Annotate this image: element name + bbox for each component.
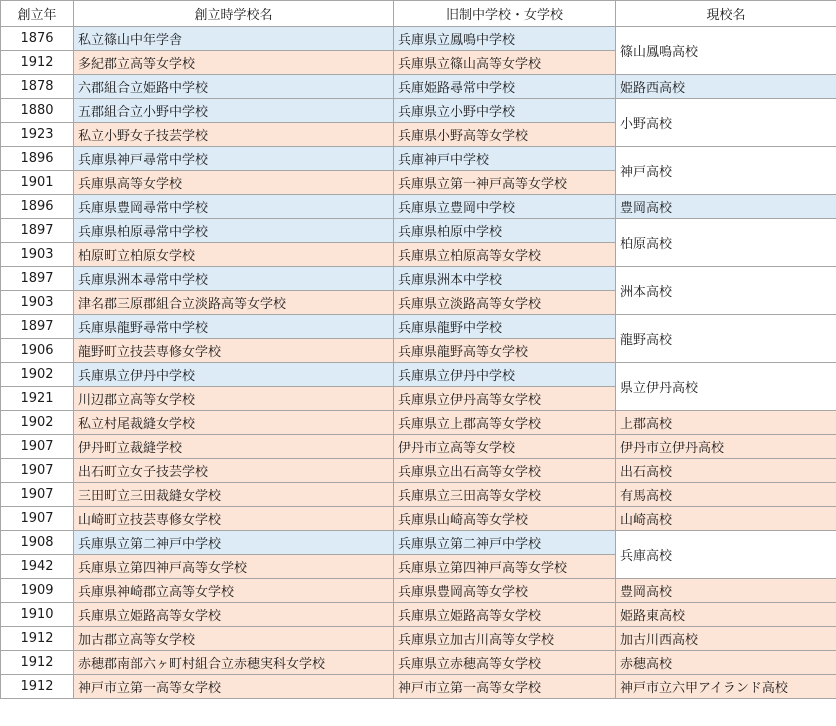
current-name-cell: 龍野高校	[616, 315, 836, 363]
current-name-cell: 豊岡高校	[616, 195, 836, 219]
table-row	[1, 603, 836, 627]
year-cell: 1912	[1, 675, 74, 699]
current-name-cell: 山崎高校	[616, 507, 836, 531]
current-name-cell: 小野高校	[616, 99, 836, 147]
old-system-name-cell: 兵庫県立伊丹高等女学校	[394, 387, 616, 411]
year-cell: 1903	[1, 243, 74, 267]
founding-name-cell: 神戸市立第一高等女学校	[74, 675, 394, 699]
old-system-name-cell: 兵庫県立第一神戸高等女学校	[394, 171, 616, 195]
founding-name-cell: 兵庫県豊岡尋常中学校	[74, 195, 394, 219]
founding-name-cell: 私立村尾裁縫女学校	[74, 411, 394, 435]
old-system-name-cell: 兵庫県立豊岡中学校	[394, 195, 616, 219]
old-system-name-cell: 兵庫県立柏原高等女学校	[394, 243, 616, 267]
year-cell: 1880	[1, 99, 74, 123]
year-cell: 1896	[1, 147, 74, 171]
year-cell: 1906	[1, 339, 74, 363]
founding-name-cell: 龍野町立技芸専修女学校	[74, 339, 394, 363]
year-cell: 1896	[1, 195, 74, 219]
founding-name-cell: 加古郡立高等女学校	[74, 627, 394, 651]
table-row	[1, 147, 836, 171]
table-row	[1, 531, 836, 555]
founding-name-cell: 兵庫県洲本尋常中学校	[74, 267, 394, 291]
founding-name-cell: 赤穂郡南部六ヶ町村組合立赤穂実科女学校	[74, 651, 394, 675]
old-system-name-cell: 兵庫姫路尋常中学校	[394, 75, 616, 99]
old-system-name-cell: 兵庫県柏原中学校	[394, 219, 616, 243]
table-row	[1, 435, 836, 459]
year-cell: 1907	[1, 507, 74, 531]
old-system-name-cell: 兵庫神戸中学校	[394, 147, 616, 171]
header-old-system: 旧制中学校・女学校	[394, 1, 616, 27]
old-system-name-cell: 兵庫県立加古川高等女学校	[394, 627, 616, 651]
current-name-cell: 神戸高校	[616, 147, 836, 195]
old-system-name-cell: 兵庫県小野高等女学校	[394, 123, 616, 147]
year-cell: 1876	[1, 27, 74, 51]
founding-name-cell: 兵庫県高等女学校	[74, 171, 394, 195]
old-system-name-cell: 伊丹市立高等女学校	[394, 435, 616, 459]
year-cell: 1910	[1, 603, 74, 627]
table-row	[1, 579, 836, 603]
founding-name-cell: 兵庫県神戸尋常中学校	[74, 147, 394, 171]
old-system-name-cell: 兵庫県龍野中学校	[394, 315, 616, 339]
founding-name-cell: 私立篠山中年学舎	[74, 27, 394, 51]
current-name-cell: 柏原高校	[616, 219, 836, 267]
current-name-cell: 洲本高校	[616, 267, 836, 315]
year-cell: 1902	[1, 363, 74, 387]
current-name-cell: 有馬高校	[616, 483, 836, 507]
current-name-cell: 豊岡高校	[616, 579, 836, 603]
header-year: 創立年	[1, 1, 74, 27]
table-row	[1, 411, 836, 435]
year-cell: 1923	[1, 123, 74, 147]
founding-name-cell: 兵庫県柏原尋常中学校	[74, 219, 394, 243]
header-row	[1, 1, 836, 27]
founding-name-cell: 多紀郡立高等女学校	[74, 51, 394, 75]
year-cell: 1897	[1, 219, 74, 243]
founding-name-cell: 兵庫県立第四神戸高等女学校	[74, 555, 394, 579]
old-system-name-cell: 兵庫県立伊丹中学校	[394, 363, 616, 387]
founding-name-cell: 山崎町立技芸専修女学校	[74, 507, 394, 531]
current-name-cell: 姫路東高校	[616, 603, 836, 627]
current-name-cell: 加古川西高校	[616, 627, 836, 651]
table-row	[1, 315, 836, 339]
current-name-cell: 姫路西高校	[616, 75, 836, 99]
old-system-name-cell: 兵庫県立篠山高等女学校	[394, 51, 616, 75]
founding-name-cell: 五郡組合立小野中学校	[74, 99, 394, 123]
year-cell: 1902	[1, 411, 74, 435]
year-cell: 1921	[1, 387, 74, 411]
table-body	[1, 27, 836, 699]
table-row	[1, 363, 836, 387]
year-cell: 1907	[1, 459, 74, 483]
founding-name-cell: 伊丹町立裁縫学校	[74, 435, 394, 459]
year-cell: 1907	[1, 435, 74, 459]
year-cell: 1912	[1, 627, 74, 651]
old-system-name-cell: 兵庫県立出石高等女学校	[394, 459, 616, 483]
old-system-name-cell: 兵庫県立第四神戸高等女学校	[394, 555, 616, 579]
old-system-name-cell: 兵庫県龍野高等女学校	[394, 339, 616, 363]
old-system-name-cell: 兵庫県洲本中学校	[394, 267, 616, 291]
old-system-name-cell: 兵庫県立鳳鳴中学校	[394, 27, 616, 51]
old-system-name-cell: 兵庫県立小野中学校	[394, 99, 616, 123]
table-row	[1, 219, 836, 243]
old-system-name-cell: 兵庫県立上郡高等女学校	[394, 411, 616, 435]
current-name-cell: 上郡高校	[616, 411, 836, 435]
year-cell: 1907	[1, 483, 74, 507]
year-cell: 1912	[1, 651, 74, 675]
table-row	[1, 99, 836, 123]
founding-name-cell: 兵庫県立第二神戸中学校	[74, 531, 394, 555]
current-name-cell: 兵庫高校	[616, 531, 836, 579]
current-name-cell: 篠山鳳鳴高校	[616, 27, 836, 75]
table-row	[1, 75, 836, 99]
old-system-name-cell: 兵庫県立第二神戸中学校	[394, 531, 616, 555]
founding-name-cell: 出石町立女子技芸学校	[74, 459, 394, 483]
founding-name-cell: 兵庫県立姫路高等女学校	[74, 603, 394, 627]
table-row	[1, 507, 836, 531]
founding-name-cell: 三田町立三田裁縫女学校	[74, 483, 394, 507]
old-system-name-cell: 神戸市立第一高等女学校	[394, 675, 616, 699]
table-row	[1, 267, 836, 291]
old-system-name-cell: 兵庫県豊岡高等女学校	[394, 579, 616, 603]
current-name-cell: 神戸市立六甲アイランド高校	[616, 675, 836, 699]
year-cell: 1897	[1, 267, 74, 291]
header-current-name: 現校名	[616, 1, 836, 27]
year-cell: 1912	[1, 51, 74, 75]
table-row	[1, 627, 836, 651]
founding-name-cell: 六郡組合立姫路中学校	[74, 75, 394, 99]
old-system-name-cell: 兵庫県立三田高等女学校	[394, 483, 616, 507]
founding-name-cell: 兵庫県龍野尋常中学校	[74, 315, 394, 339]
current-name-cell: 伊丹市立伊丹高校	[616, 435, 836, 459]
year-cell: 1908	[1, 531, 74, 555]
year-cell: 1909	[1, 579, 74, 603]
current-name-cell: 赤穂高校	[616, 651, 836, 675]
table-row	[1, 27, 836, 51]
old-system-name-cell: 兵庫県立淡路高等女学校	[394, 291, 616, 315]
old-system-name-cell: 兵庫県山崎高等女学校	[394, 507, 616, 531]
table-row	[1, 651, 836, 675]
year-cell: 1942	[1, 555, 74, 579]
founding-name-cell: 川辺郡立高等女学校	[74, 387, 394, 411]
year-cell: 1878	[1, 75, 74, 99]
founding-name-cell: 私立小野女子技芸学校	[74, 123, 394, 147]
header-founding-name: 創立時学校名	[74, 1, 394, 27]
founding-name-cell: 津名郡三原郡組合立淡路高等女学校	[74, 291, 394, 315]
current-name-cell: 出石高校	[616, 459, 836, 483]
table-row	[1, 459, 836, 483]
table-row	[1, 483, 836, 507]
year-cell: 1897	[1, 315, 74, 339]
founding-name-cell: 兵庫県立伊丹中学校	[74, 363, 394, 387]
founding-name-cell: 兵庫県神崎郡立高等女学校	[74, 579, 394, 603]
founding-name-cell: 柏原町立柏原女学校	[74, 243, 394, 267]
year-cell: 1903	[1, 291, 74, 315]
table-row	[1, 195, 836, 219]
old-system-name-cell: 兵庫県立赤穂高等女学校	[394, 651, 616, 675]
current-name-cell: 県立伊丹高校	[616, 363, 836, 411]
table-row	[1, 675, 836, 699]
old-system-name-cell: 兵庫県立姫路高等女学校	[394, 603, 616, 627]
year-cell: 1901	[1, 171, 74, 195]
